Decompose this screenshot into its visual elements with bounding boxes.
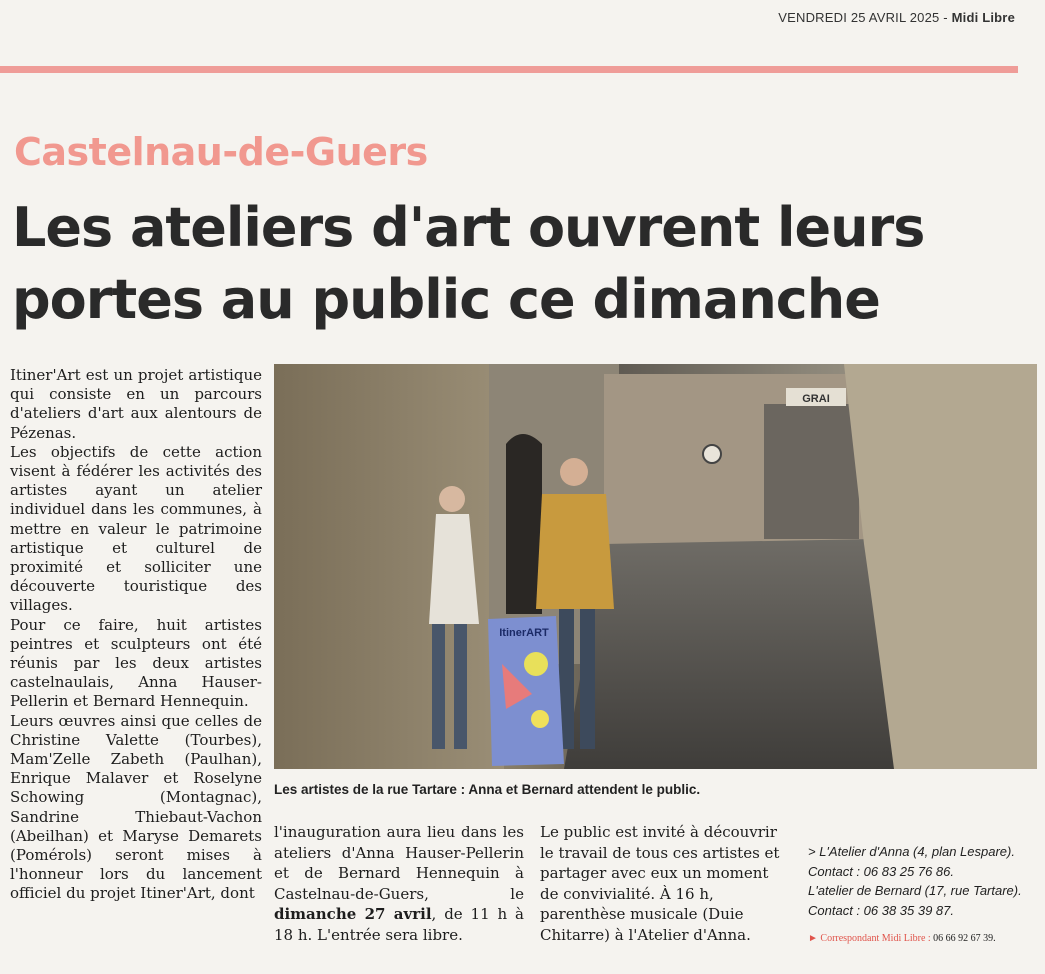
garage-door	[764, 404, 859, 539]
section-rule	[0, 66, 1018, 73]
event-date: dimanche 27 avril	[274, 905, 432, 923]
contact-anna: > L'Atelier d'Anna (4, plan Lespare). Contact : 06 83 25 76 86.	[808, 844, 1015, 879]
article-column-2	[274, 822, 524, 945]
road-sign	[703, 445, 721, 463]
article-column-3: Le public est invité à découvrir le travail de tous ces artistes et partager avec eux un moment de convivialité. À 16 h, parenthèse musicale (Duie Chitarre) à l'Atelier d'Anna.	[540, 823, 780, 944]
contact-info-box	[808, 842, 1044, 920]
correspondant-line	[808, 933, 996, 944]
sign-label: ItinerART	[499, 627, 549, 639]
shop-sign-text: GRAI	[802, 393, 830, 405]
newspaper-name: Midi Libre	[951, 10, 1015, 25]
article-body-column	[10, 366, 262, 904]
correspondant-label: ► Correspondant Midi Libre :	[808, 933, 934, 944]
paragraph: Leurs œuvres ainsi que celles de Christine Valette (Tourbes), Mam'Zelle Zabeth (Paulhan), Enrique Malaver et Roselyne Schowing (Montagnac), Sandrine Thiebaut-Vachon (Abeilhan) et Maryse Demarets (Pomérols) seront mises à l'honneur lors du lancement officiel du projet Itiner'Art, dont	[10, 711, 262, 903]
date-text: VENDREDI 25 AVRIL 2025 -	[778, 10, 952, 25]
paragraph: Itiner'Art est un projet artistique qui consiste en un parcours d'ateliers d'art aux alentours de Pézenas.	[10, 366, 262, 442]
article-photo	[274, 364, 1037, 769]
photo-caption: Les artistes de la rue Tartare : Anna et Bernard attendent le public.	[274, 782, 701, 797]
col2-text-end: , de 11 h à 18 h. L'entrée sera libre.	[274, 905, 524, 944]
paragraph: Pour ce faire, huit artistes peintres et sculpteurs ont été réunis par les deux artistes castelnaulais, Anna Hauser-Pellerin et Bernard Hennequin.	[10, 615, 262, 711]
photo-illustration	[274, 364, 1037, 769]
correspondant-phone: 06 66 92 67 39.	[933, 933, 996, 944]
article-headline: Les ateliers d'art ouvrent leurs portes au public ce dimanche	[12, 196, 925, 331]
doorway	[506, 434, 542, 614]
itinerart-sign	[488, 616, 564, 766]
col2-text: l'inauguration aura lieu dans les ateliers d'Anna Hauser-Pellerin et de Bernard Hennequin à Castelnau-de-Guers, le	[274, 823, 524, 903]
article-kicker: Castelnau-de-Guers	[14, 130, 428, 174]
street	[564, 539, 914, 769]
contact-bernard: L'atelier de Bernard (17, rue Tartare). Contact : 06 38 35 39 87.	[808, 883, 1022, 918]
paragraph: Les objectifs de cette action visent à fédérer les activités des artistes ayant un atelier individuel dans les communes, à mettre en valeur le patrimoine artistique et culturel de proximité et solliciter une découverte touristique des villages.	[10, 442, 262, 615]
header-date	[778, 10, 1015, 25]
